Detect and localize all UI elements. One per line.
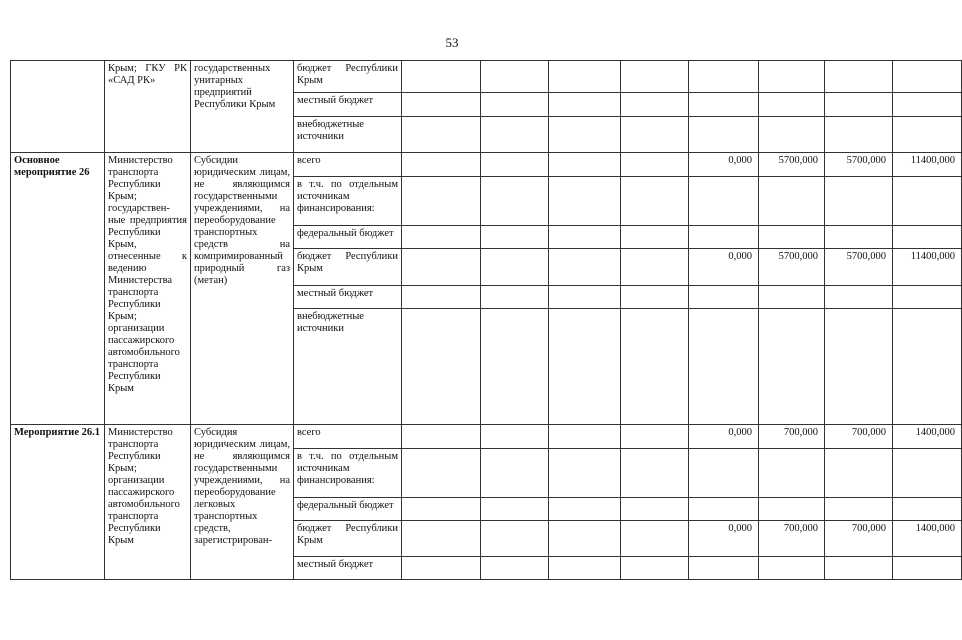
amount-cell bbox=[402, 557, 481, 580]
amount-cell: 0,000 bbox=[689, 153, 759, 177]
amount-cell bbox=[481, 309, 549, 425]
amount-cell bbox=[825, 498, 893, 521]
amount-cell bbox=[549, 61, 621, 93]
amount-cell bbox=[825, 61, 893, 93]
amount-cell bbox=[893, 93, 962, 117]
amount-cell bbox=[549, 449, 621, 498]
amount-cell bbox=[549, 226, 621, 249]
amount-cell bbox=[549, 249, 621, 286]
amount-cell bbox=[621, 425, 689, 449]
amount-cell bbox=[481, 117, 549, 153]
amount-cell: 0,000 bbox=[689, 521, 759, 557]
amount-cell bbox=[759, 93, 825, 117]
amount-cell bbox=[402, 498, 481, 521]
amount-cell bbox=[893, 61, 962, 93]
executor-cell: Министерство транспорта Республики Крым; организации пассажирского автомобильного транспорта Республики Крым bbox=[105, 425, 191, 580]
amount-cell: 11400,000 bbox=[893, 153, 962, 177]
amount-cell bbox=[893, 286, 962, 309]
amount-cell bbox=[825, 226, 893, 249]
amount-cell bbox=[621, 449, 689, 498]
amount-cell bbox=[549, 117, 621, 153]
table-row bbox=[11, 153, 962, 177]
amount-cell bbox=[621, 286, 689, 309]
amount-cell bbox=[402, 177, 481, 226]
purpose-cell: Субсидия юридическим лицам, не являющимся государственными учреждениями, на переоборудование легковых транспортных средств, зарегистрирован- bbox=[191, 425, 294, 580]
amount-cell bbox=[549, 309, 621, 425]
amount-cell: 0,000 bbox=[689, 425, 759, 449]
amount-cell: 1400,000 bbox=[893, 425, 962, 449]
amount-cell bbox=[402, 309, 481, 425]
page-number: 53 bbox=[445, 35, 459, 50]
amount-cell: 700,000 bbox=[825, 521, 893, 557]
amount-cell bbox=[402, 153, 481, 177]
amount-cell bbox=[481, 557, 549, 580]
amount-cell bbox=[759, 117, 825, 153]
amount-cell: 700,000 bbox=[759, 425, 825, 449]
amount-cell bbox=[481, 521, 549, 557]
amount-cell: 5700,000 bbox=[825, 153, 893, 177]
funding-source-cell: бюджет Республики Крым bbox=[294, 61, 402, 93]
funding-source-cell: местный бюджет bbox=[294, 93, 402, 117]
amount-cell bbox=[759, 286, 825, 309]
amount-cell bbox=[689, 61, 759, 93]
amount-cell: 11400,000 bbox=[893, 249, 962, 286]
amount-cell bbox=[549, 498, 621, 521]
purpose-cell: государственных унитарных предприятий Республики Крым bbox=[191, 61, 294, 153]
amount-cell bbox=[759, 309, 825, 425]
amount-cell bbox=[402, 61, 481, 93]
amount-cell bbox=[689, 286, 759, 309]
amount-cell: 700,000 bbox=[825, 425, 893, 449]
amount-cell bbox=[689, 93, 759, 117]
amount-cell bbox=[549, 557, 621, 580]
amount-cell bbox=[402, 249, 481, 286]
amount-cell bbox=[759, 557, 825, 580]
financing-table bbox=[10, 60, 962, 580]
amount-cell bbox=[481, 153, 549, 177]
amount-cell bbox=[549, 286, 621, 309]
amount-cell bbox=[893, 226, 962, 249]
amount-cell bbox=[893, 309, 962, 425]
table-row bbox=[11, 425, 962, 449]
amount-cell bbox=[689, 309, 759, 425]
funding-source-cell: федеральный бюджет bbox=[294, 498, 402, 521]
amount-cell bbox=[481, 249, 549, 286]
amount-cell bbox=[621, 177, 689, 226]
amount-cell bbox=[825, 93, 893, 117]
purpose-cell: Субсидии юридическим лицам, не являющимся государственными учреждениями, на переоборудование транспортных средств на компримированный природный газ (метан) bbox=[191, 153, 294, 425]
amount-cell bbox=[549, 153, 621, 177]
amount-cell bbox=[825, 557, 893, 580]
amount-cell bbox=[893, 557, 962, 580]
funding-source-cell: бюджет Республики Крым bbox=[294, 249, 402, 286]
amount-cell: 0,000 bbox=[689, 249, 759, 286]
funding-source-cell: внебюджетные источники bbox=[294, 117, 402, 153]
amount-cell bbox=[481, 226, 549, 249]
amount-cell bbox=[689, 177, 759, 226]
funding-source-cell: внебюджетные источники bbox=[294, 309, 402, 425]
amount-cell bbox=[621, 226, 689, 249]
amount-cell bbox=[825, 286, 893, 309]
amount-cell bbox=[621, 153, 689, 177]
amount-cell bbox=[481, 177, 549, 226]
amount-cell bbox=[621, 93, 689, 117]
funding-source-cell: всего bbox=[294, 153, 402, 177]
amount-cell bbox=[759, 449, 825, 498]
amount-cell bbox=[621, 249, 689, 286]
amount-cell bbox=[549, 177, 621, 226]
funding-source-cell: бюджет Республики Крым bbox=[294, 521, 402, 557]
amount-cell bbox=[402, 117, 481, 153]
amount-cell bbox=[759, 226, 825, 249]
funding-source-cell: в т.ч. по отдельным источникам финансирования: bbox=[294, 177, 402, 226]
amount-cell bbox=[689, 498, 759, 521]
funding-source-cell: всего bbox=[294, 425, 402, 449]
executor-cell: Крым; ГКУ РК «САД РК» bbox=[105, 61, 191, 153]
amount-cell bbox=[689, 449, 759, 498]
amount-cell: 5700,000 bbox=[759, 153, 825, 177]
amount-cell bbox=[893, 177, 962, 226]
amount-cell bbox=[621, 498, 689, 521]
amount-cell bbox=[893, 449, 962, 498]
amount-cell bbox=[689, 226, 759, 249]
amount-cell bbox=[481, 425, 549, 449]
amount-cell bbox=[621, 521, 689, 557]
funding-source-cell: в т.ч. по отдельным источникам финансирования: bbox=[294, 449, 402, 498]
amount-cell bbox=[825, 177, 893, 226]
amount-cell bbox=[481, 449, 549, 498]
amount-cell bbox=[759, 177, 825, 226]
executor-cell: Министерство транспорта Республики Крым; государствен-ные предприятия Республики Крым, отнесенные к ведению Министерства транспорта Республики Крым; организации пассажирского автомобильного транспорта Республики Крым bbox=[105, 153, 191, 425]
amount-cell bbox=[481, 61, 549, 93]
amount-cell bbox=[893, 498, 962, 521]
amount-cell bbox=[621, 557, 689, 580]
amount-cell bbox=[481, 93, 549, 117]
amount-cell bbox=[759, 61, 825, 93]
funding-source-cell: местный бюджет bbox=[294, 286, 402, 309]
amount-cell bbox=[481, 286, 549, 309]
amount-cell: 5700,000 bbox=[825, 249, 893, 286]
amount-cell bbox=[893, 117, 962, 153]
amount-cell bbox=[402, 449, 481, 498]
amount-cell bbox=[759, 498, 825, 521]
amount-cell bbox=[689, 117, 759, 153]
activity-name-cell: Мероприятие 26.1 bbox=[11, 425, 105, 580]
amount-cell bbox=[402, 425, 481, 449]
activity-name-cell bbox=[11, 61, 105, 153]
funding-source-cell: местный бюджет bbox=[294, 557, 402, 580]
amount-cell bbox=[825, 449, 893, 498]
amount-cell bbox=[549, 521, 621, 557]
amount-cell bbox=[621, 309, 689, 425]
amount-cell bbox=[825, 117, 893, 153]
amount-cell bbox=[402, 226, 481, 249]
amount-cell bbox=[621, 117, 689, 153]
amount-cell: 700,000 bbox=[759, 521, 825, 557]
amount-cell bbox=[402, 521, 481, 557]
activity-name-cell: Основное мероприятие 26 bbox=[11, 153, 105, 425]
amount-cell bbox=[481, 498, 549, 521]
amount-cell bbox=[825, 309, 893, 425]
amount-cell bbox=[402, 286, 481, 309]
funding-source-cell: федеральный бюджет bbox=[294, 226, 402, 249]
amount-cell bbox=[621, 61, 689, 93]
amount-cell bbox=[402, 93, 481, 117]
amount-cell: 5700,000 bbox=[759, 249, 825, 286]
amount-cell bbox=[689, 557, 759, 580]
amount-cell: 1400,000 bbox=[893, 521, 962, 557]
amount-cell bbox=[549, 93, 621, 117]
amount-cell bbox=[549, 425, 621, 449]
table-row bbox=[11, 61, 962, 93]
